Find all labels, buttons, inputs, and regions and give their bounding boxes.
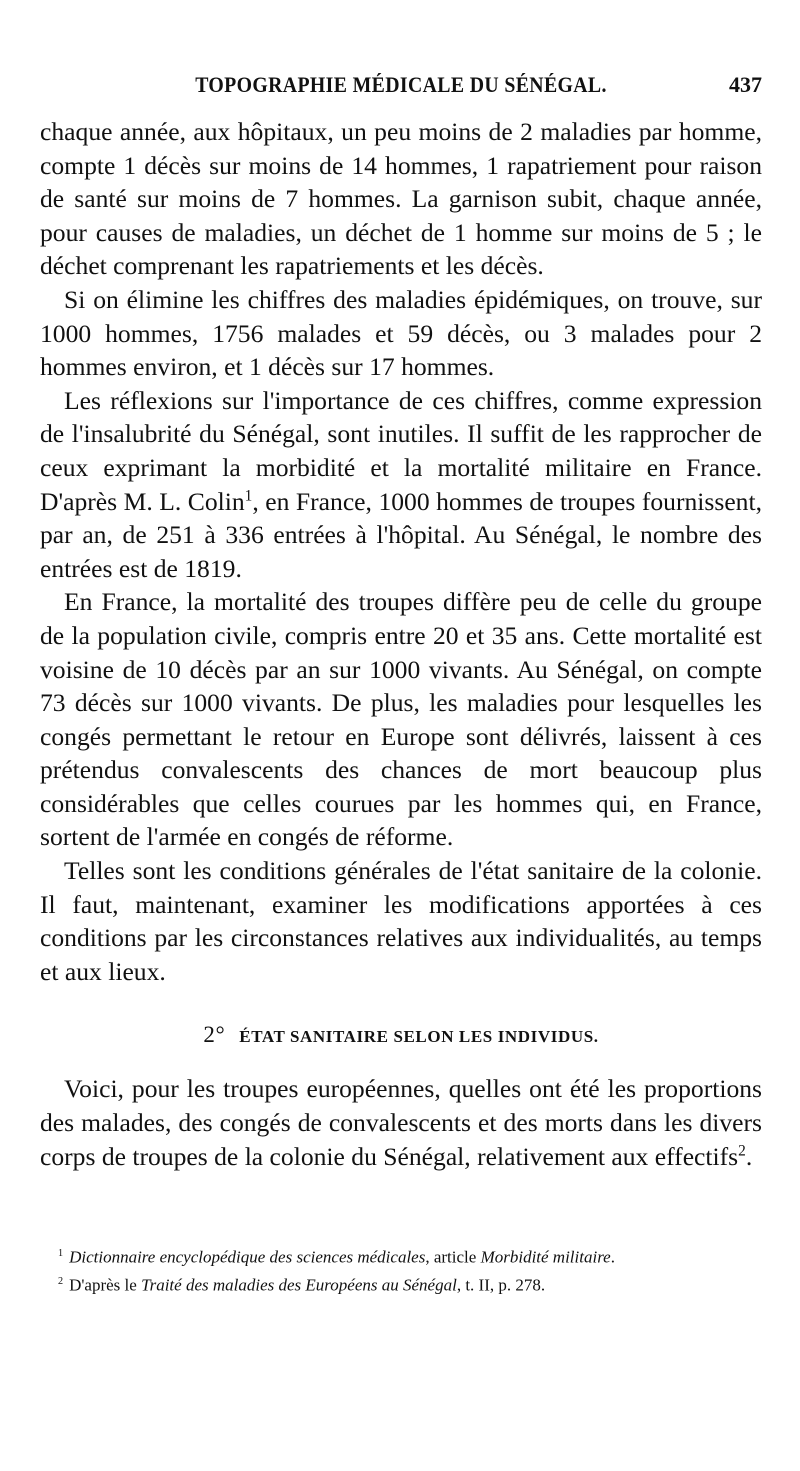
paragraph-4: En France, la mortalité des troupes diffère peu de celle du groupe de la population civile, compris entre 20 et 35 ans. Cette mortalité est voisine de 10 décès par an sur 1000 vivants. Au Sénégal, on compte 73 décès sur 1000 vivants. De plus, les maladies pour lesquelles les congés permettant le retour en Europe sont délivrés, laissent à ces prétendus convalescents des chances de mort beaucoup plus considérables que celles courues par les hommes qui, en France, sortent de l'armée en congés de réforme. bbox=[40, 587, 762, 852]
paragraph-6-text-a: Voici, pour les troupes européennes, quelles ont été les proportions des malades, des congés de convalescents et des morts dans les divers corps de troupes de la colonie du Sénégal, relativement aux effectifs bbox=[40, 1074, 762, 1171]
paragraph-2: Si on élimine les chiffres des maladies épidémiques, on trouve, sur 1000 hommes, 1756 malades et 59 décès, ou 3 malades pour 2 hommes environ, et 1 décès sur 17 hommes. bbox=[40, 284, 762, 382]
footnote-1-end: . bbox=[610, 1247, 615, 1267]
page-number: 437 bbox=[729, 72, 762, 97]
footnote-1-title: Dictionnaire encyclopédique des sciences médicales bbox=[69, 1247, 426, 1267]
page-header bbox=[40, 72, 762, 104]
paragraph-1: chaque année, aux hôpitaux, un peu moins de 2 maladies par homme, compte 1 décès sur moins de 14 hommes, 1 rapatriement pour raison de santé sur moins de 7 hommes. La garnison subit, chaque année, pour causes de maladies, un déchet de 1 homme sur moins de 5 ; le déchet comprenant les rapatriements et les décès. bbox=[40, 117, 762, 281]
footnote-ref-1: 1 bbox=[244, 487, 253, 504]
paragraph-6-text-b: . bbox=[745, 1141, 753, 1171]
footnote-2 bbox=[40, 1270, 762, 1298]
footnote-2-title: Traité des maladies des Européens au Sénégal bbox=[141, 1275, 457, 1295]
running-title: TOPOGRAPHIE MÉDICALE DU SÉNÉGAL. bbox=[195, 72, 607, 97]
footnote-2-mark: 2 bbox=[58, 1275, 64, 1287]
footnote-1-mark: 1 bbox=[58, 1248, 64, 1259]
paragraph-3 bbox=[40, 384, 762, 586]
footnote-ref-2: 2 bbox=[738, 1142, 746, 1160]
paragraph-3-text-b: , en France, 1000 hommes de troupes fournissent, par an, de 251 à 336 entrées à l'hôpital. Au Sénégal, le nombre des entrées est de 1819. bbox=[40, 486, 762, 583]
section-number: 2° bbox=[203, 1022, 226, 1048]
paragraph-6 bbox=[40, 1072, 762, 1173]
paragraph-3-text-a: Les réflexions sur l'importance de ces chiffres, comme expression de l'insalubrité du Sénégal, sont inutiles. Il suffit de les rapprocher de ceux exprimant la morbidité et la mortalité militaire en France. D'après M. L. Colin bbox=[40, 385, 762, 516]
body-text bbox=[40, 115, 762, 1173]
footnote-1 bbox=[40, 1242, 762, 1270]
footnote-2-prefix: D'après le bbox=[69, 1275, 142, 1295]
section-heading bbox=[40, 1020, 762, 1052]
section-title: ÉTAT SANITAIRE SELON LES INDIVIDUS. bbox=[239, 1027, 599, 1047]
footnote-1-middle: , article bbox=[425, 1247, 481, 1267]
footnote-1-article: Morbidité militaire bbox=[480, 1247, 611, 1267]
footnotes bbox=[40, 1242, 762, 1297]
paragraph-5: Telles sont les conditions générales de l'état sanitaire de la colonie. Il faut, maintenant, examiner les modifications apportées à ces conditions par les circonstances relatives aux individualités, au temps et aux lieux. bbox=[40, 856, 762, 986]
footnote-2-suffix: , t. II, p. 278. bbox=[456, 1275, 546, 1295]
